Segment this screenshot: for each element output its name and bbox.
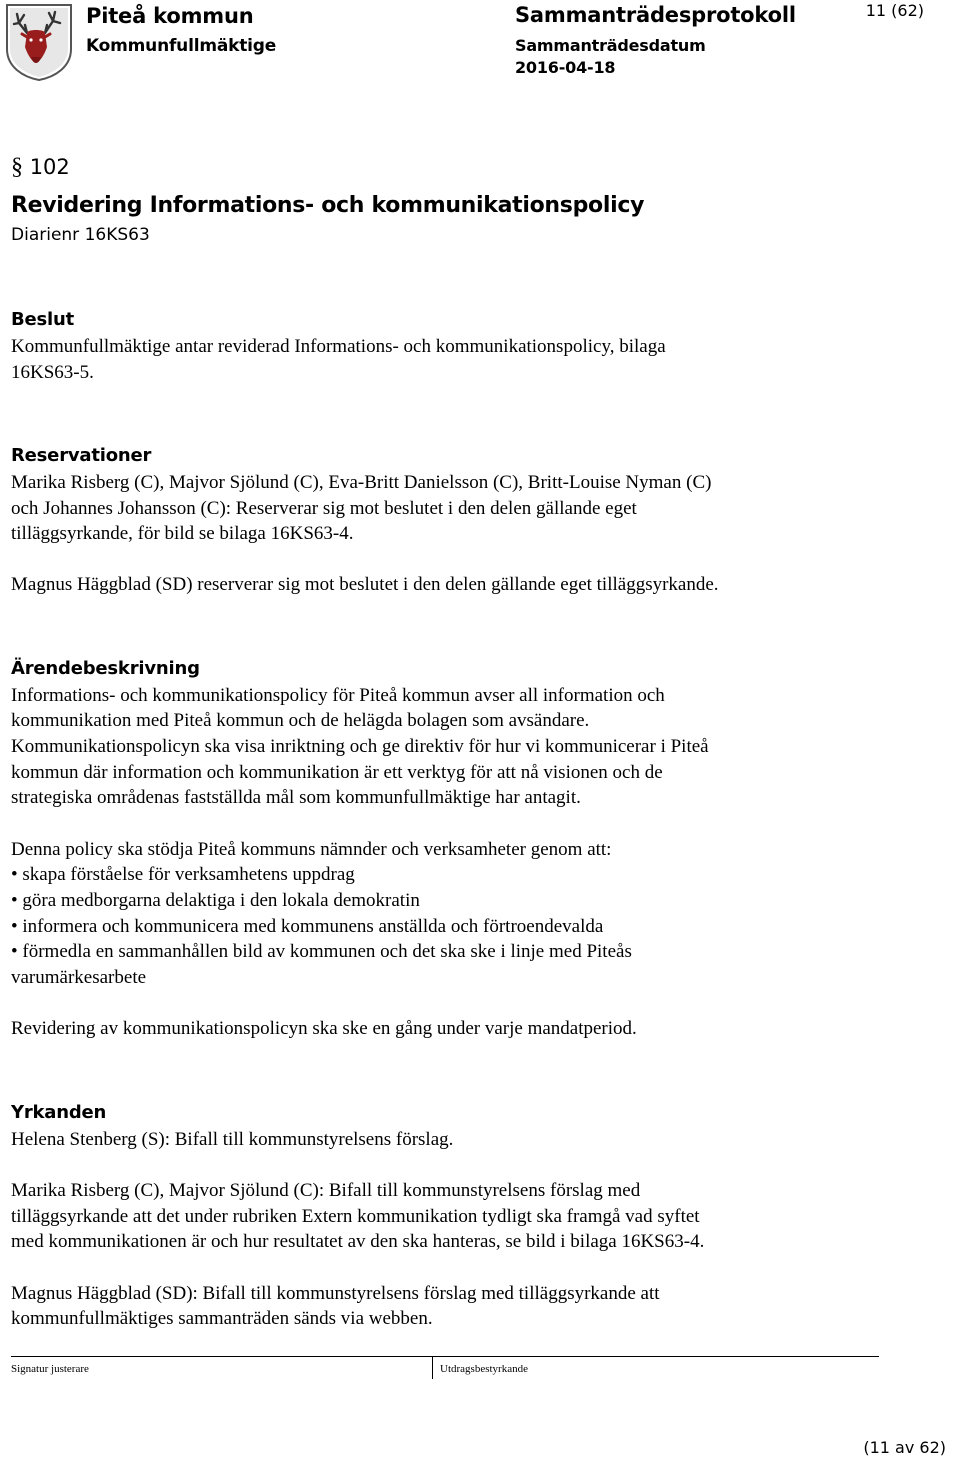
section-title: Revidering Informations- och kommunikationspolicy [11,193,645,218]
arende-line: Kommunikationspolicyn ska visa inriktning och ge direktiv för hur vi kommunicerar i Piteå [11,736,709,757]
document-type: Sammanträdesprotokoll [515,3,796,27]
yrkanden-heading: Yrkanden [11,1102,107,1123]
beslut-heading: Beslut [11,309,75,330]
yrkande-sd-line: kommunfullmäktiges sammanträden sänds via webben. [11,1308,433,1329]
list-item-text: skapa förståelse för verksamhetens uppdrag [22,864,355,885]
reservationer-line: Marika Risberg (C), Majvor Sjölund (C), Eva-Britt Danielsson (C), Britt-Louise Nyman (C) [11,472,712,493]
section-symbol: § [11,154,23,180]
section-number [11,154,70,181]
org-name: Piteå kommun [86,4,254,28]
revision-note: Revidering av kommunikationspolicyn ska ske en gång under varje mandatperiod. [11,1018,637,1039]
signature-line [11,1356,879,1357]
reservationer-line: och Johannes Johansson (C): Reserverar sig mot beslutet i den delen gällande eget [11,498,637,519]
arende-line: kommunikation med Piteå kommun och de helägda bolagen som avsändare. [11,710,590,731]
utdragsbestyrkande-label: Utdragsbestyrkande [440,1363,528,1375]
arende-line: Informations- och kommunikationspolicy för Piteå kommun avser all information och [11,685,665,706]
section-number-value: 102 [29,155,70,179]
yrkande-s: Helena Stenberg (S): Bifall till kommunstyrelsens förslag. [11,1129,454,1150]
meeting-date-label: Sammanträdesdatum [515,36,706,55]
list-item-text: förmedla en sammanhållen bild av kommunen och det ska ske i linje med Piteås [22,941,632,962]
signature-divider [432,1357,433,1379]
diarienr: Diarienr 16KS63 [11,225,150,245]
reservationer-line: tilläggsyrkande, för bild se bilaga 16KS63-4. [11,523,354,544]
page-number: 11 (62) [865,1,924,20]
list-item: • göra medborgarna delaktiga i den lokala demokratin [11,890,420,911]
meeting-date-value: 2016-04-18 [515,58,616,77]
yrkande-sd-line: Magnus Häggblad (SD): Bifall till kommunstyrelsens förslag med tilläggsyrkande att [11,1283,660,1304]
beslut-line: 16KS63-5. [11,362,94,383]
list-item: • förmedla en sammanhållen bild av kommunen och det ska ske i linje med Piteås [11,941,632,962]
org-body: Kommunfullmäktige [86,36,277,56]
arende-line: kommun där information och kommunikation är ett verktyg för att nå visionen och de [11,762,663,783]
reservationer-sd: Magnus Häggblad (SD) reserverar sig mot beslutet i den delen gällande eget tilläggsyrkande. [11,574,719,595]
yrkande-c-line: med kommunikationen är och hur resultatet av den ska hanteras, se bild i bilaga 16KS63-4. [11,1231,705,1252]
list-item: • skapa förståelse för verksamhetens uppdrag [11,864,355,885]
list-item-continuation: varumärkesarbete [11,967,147,988]
beslut-line: Kommunfullmäktige antar reviderad Informations- och kommunikationspolicy, bilaga [11,336,666,357]
yrkande-c-line: tilläggsyrkande att det under rubriken Extern kommunikation tydligt ska framgå vad syftet [11,1206,700,1227]
arendebeskrivning-heading: Ärendebeskrivning [11,658,200,679]
list-item: • informera och kommunicera med kommunens anställda och förtroendevalda [11,916,604,937]
page-footer: (11 av 62) [863,1438,946,1457]
reservationer-heading: Reservationer [11,445,152,466]
policy-intro: Denna policy ska stödja Piteå kommuns nämnder och verksamheter genom att: [11,839,612,860]
yrkande-c-line: Marika Risberg (C), Majvor Sjölund (C): Bifall till kommunstyrelsens förslag med [11,1180,641,1201]
reindeer-coat-of-arms-icon [5,3,73,81]
arende-line: strategiska områdenas fastställda mål som kommunfullmäktige har antagit. [11,787,581,808]
list-item-text: göra medborgarna delaktiga i den lokala demokratin [22,890,420,911]
signature-justerare-label: Signatur justerare [11,1363,89,1375]
list-item-text: informera och kommunicera med kommunens anställda och förtroendevalda [22,916,604,937]
